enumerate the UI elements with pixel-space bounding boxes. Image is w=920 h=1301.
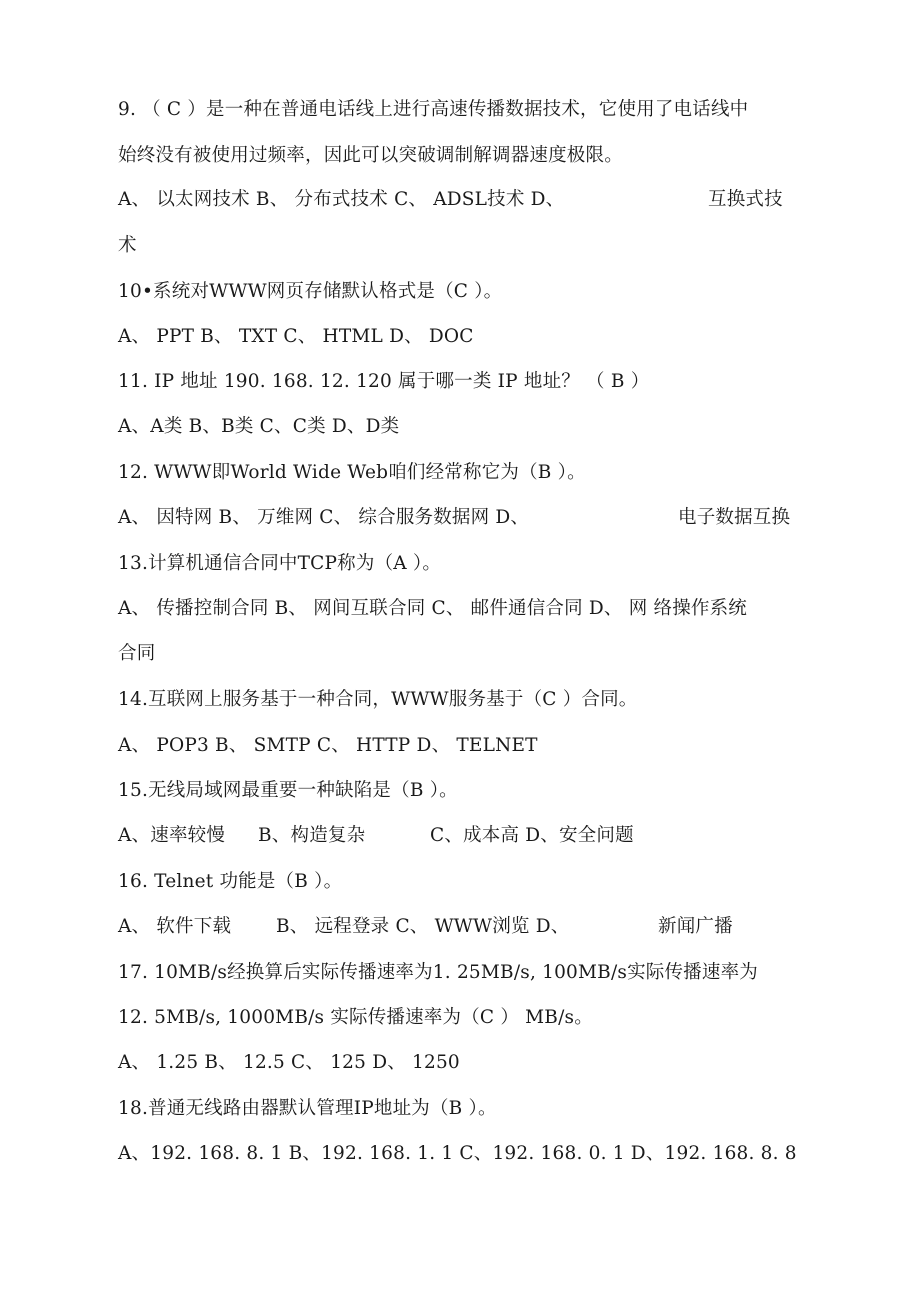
question-9-option-d: 互换式技 [708, 189, 783, 210]
question-17-text-cont: 12. 5MB/s, 1000MB/s 实际传播速率为（C ） MB/s。 [118, 1007, 593, 1028]
question-15-option-cd: C、成本高 D、安全问题 [430, 825, 634, 846]
question-11-options: A、A类 B、B类 C、C类 D、D类 [118, 416, 400, 437]
question-17-text: 17. 10MB/s经换算后实际传播速率为1. 25MB/s, 100MB/s实际传播速率为 [118, 962, 758, 983]
question-9-options [118, 188, 564, 212]
question-16-text: 16. Telnet 功能是（B ）。 [118, 871, 343, 892]
question-12-text: 12. WWW即World Wide Web咱们经常称它为（B ）。 [118, 462, 586, 483]
question-13-options-cont: 合同 [118, 643, 156, 664]
question-15-option-b: B、构造复杂 [258, 825, 366, 846]
question-17-options: A、 1.25 B、 12.5 C、 125 D、 1250 [118, 1052, 460, 1073]
question-16-option-bcd: B、 远程登录 C、 WWW浏览 D、 [276, 916, 570, 937]
question-15-options [118, 824, 225, 848]
question-16-option-d: 新闻广播 [658, 916, 733, 937]
question-12-option-d: 电子数据互换 [678, 507, 791, 528]
question-15-option-a: A、速率较慢 [118, 825, 226, 846]
question-14-text: 14.互联网上服务基于一种合同，WWW服务基于（C ）合同。 [118, 689, 638, 710]
question-10-text: 10•系统对WWW网页存储默认格式是（C ）。 [118, 281, 503, 302]
question-10-options: A、 PPT B、 TXT C、 HTML D、 DOC [118, 326, 474, 347]
question-9-options-left: A、 以太网技术 B、 分布式技术 C、 ADSL技术 D、 [118, 189, 565, 210]
question-12-options [118, 506, 529, 530]
question-9-option-d-cont: 术 [118, 235, 137, 256]
question-9-text-cont: 始终没有被使用过频率，因此可以突破调制解调器速度极限。 [118, 145, 623, 166]
question-9-text: 9. （ C ）是一种在普通电话线上进行高速传播数据技术，它使用了电话线中 [118, 99, 749, 120]
question-16-option-a: A、 软件下载 [118, 916, 232, 937]
question-18-options: A、192. 168. 8. 1 B、192. 168. 1. 1 C、192. 168. 0. 1 D、192. 168. 8. 8 [118, 1143, 797, 1164]
question-18-text: 18.普通无线路由器默认管理IP地址为（B ）。 [118, 1098, 497, 1119]
question-15-text: 15.无线局域网最重要一种缺陷是（B ）。 [118, 780, 458, 801]
question-14-options: A、 POP3 B、 SMTP C、 HTTP D、 TELNET [118, 735, 538, 756]
question-11-text: 11. IP 地址 190. 168. 12. 120 属于哪一类 IP 地址？ （ B ） [118, 371, 650, 392]
question-13-options: A、 传播控制合同 B、 网间互联合同 C、 邮件通信合同 D、 网 络操作系统 [118, 598, 747, 619]
question-12-options-left: A、 因特网 B、 万维网 C、 综合服务数据网 D、 [118, 507, 530, 528]
question-13-text: 13.计算机通信合同中TCP称为（A ）。 [118, 553, 442, 574]
question-16-options [118, 915, 231, 939]
